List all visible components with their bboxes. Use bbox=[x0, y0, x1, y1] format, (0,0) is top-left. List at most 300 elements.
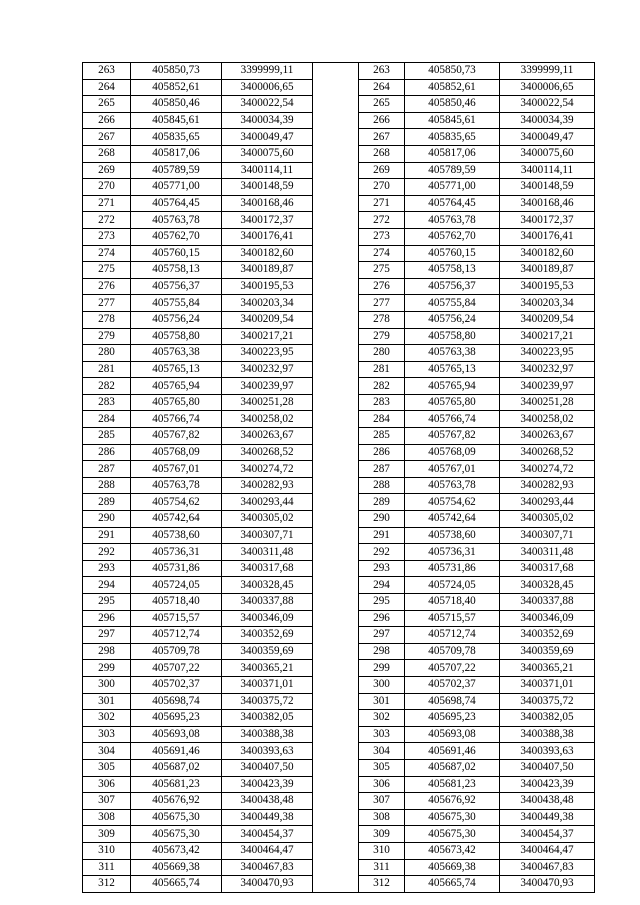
left-y-coordinate-cell: 3400359,69 bbox=[222, 643, 313, 660]
column-divider bbox=[313, 676, 359, 693]
left-y-coordinate-cell: 3400274,72 bbox=[222, 461, 313, 478]
right-x-coordinate-cell: 405852,61 bbox=[405, 79, 500, 96]
right-point-number-cell: 306 bbox=[359, 776, 405, 793]
column-divider bbox=[313, 544, 359, 561]
column-divider bbox=[313, 179, 359, 196]
right-x-coordinate-cell: 405756,37 bbox=[405, 278, 500, 295]
right-x-coordinate-cell: 405764,45 bbox=[405, 195, 500, 212]
left-x-coordinate-cell: 405707,22 bbox=[131, 660, 222, 677]
right-x-coordinate-cell: 405673,42 bbox=[405, 842, 500, 859]
left-y-coordinate-cell: 3400382,05 bbox=[222, 710, 313, 727]
right-point-number-cell: 269 bbox=[359, 162, 405, 179]
right-point-number-cell: 280 bbox=[359, 345, 405, 362]
column-divider bbox=[313, 262, 359, 279]
right-y-coordinate-cell: 3400454,37 bbox=[500, 826, 595, 843]
column-divider bbox=[313, 560, 359, 577]
right-y-coordinate-cell: 3400022,54 bbox=[500, 96, 595, 113]
table-row bbox=[83, 610, 595, 627]
table-row bbox=[83, 411, 595, 428]
left-y-coordinate-cell: 3400371,01 bbox=[222, 676, 313, 693]
right-x-coordinate-cell: 405754,62 bbox=[405, 494, 500, 511]
right-y-coordinate-cell: 3400388,38 bbox=[500, 726, 595, 743]
right-x-coordinate-cell: 405758,13 bbox=[405, 262, 500, 279]
table-row bbox=[83, 776, 595, 793]
left-point-number-cell: 274 bbox=[83, 245, 131, 262]
right-x-coordinate-cell: 405707,22 bbox=[405, 660, 500, 677]
table-row bbox=[83, 859, 595, 876]
right-y-coordinate-cell: 3400075,60 bbox=[500, 145, 595, 162]
right-point-number-cell: 312 bbox=[359, 876, 405, 893]
left-x-coordinate-cell: 405742,64 bbox=[131, 511, 222, 528]
left-point-number-cell: 264 bbox=[83, 79, 131, 96]
right-y-coordinate-cell: 3400307,71 bbox=[500, 527, 595, 544]
table-row bbox=[83, 560, 595, 577]
left-y-coordinate-cell: 3400263,67 bbox=[222, 428, 313, 445]
left-y-coordinate-cell: 3400075,60 bbox=[222, 145, 313, 162]
right-x-coordinate-cell: 405693,08 bbox=[405, 726, 500, 743]
right-point-number-cell: 265 bbox=[359, 96, 405, 113]
left-y-coordinate-cell: 3400464,47 bbox=[222, 842, 313, 859]
column-divider bbox=[313, 577, 359, 594]
right-y-coordinate-cell: 3400438,48 bbox=[500, 793, 595, 810]
column-divider bbox=[313, 859, 359, 876]
left-point-number-cell: 294 bbox=[83, 577, 131, 594]
left-y-coordinate-cell: 3400307,71 bbox=[222, 527, 313, 544]
column-divider bbox=[313, 311, 359, 328]
table-row bbox=[83, 594, 595, 611]
column-divider bbox=[313, 162, 359, 179]
right-point-number-cell: 302 bbox=[359, 710, 405, 727]
right-point-number-cell: 272 bbox=[359, 212, 405, 229]
left-y-coordinate-cell: 3400034,39 bbox=[222, 112, 313, 129]
right-y-coordinate-cell: 3400182,60 bbox=[500, 245, 595, 262]
left-point-number-cell: 292 bbox=[83, 544, 131, 561]
right-x-coordinate-cell: 405763,78 bbox=[405, 212, 500, 229]
right-x-coordinate-cell: 405687,02 bbox=[405, 759, 500, 776]
right-x-coordinate-cell: 405765,80 bbox=[405, 394, 500, 411]
table-row bbox=[83, 710, 595, 727]
right-x-coordinate-cell: 405765,94 bbox=[405, 378, 500, 395]
right-x-coordinate-cell: 405669,38 bbox=[405, 859, 500, 876]
right-x-coordinate-cell: 405850,46 bbox=[405, 96, 500, 113]
left-point-number-cell: 284 bbox=[83, 411, 131, 428]
table-row bbox=[83, 129, 595, 146]
left-x-coordinate-cell: 405768,09 bbox=[131, 444, 222, 461]
table-row bbox=[83, 112, 595, 129]
left-point-number-cell: 300 bbox=[83, 676, 131, 693]
left-y-coordinate-cell: 3400006,65 bbox=[222, 79, 313, 96]
right-y-coordinate-cell: 3400365,21 bbox=[500, 660, 595, 677]
column-divider bbox=[313, 477, 359, 494]
right-y-coordinate-cell: 3400423,39 bbox=[500, 776, 595, 793]
left-y-coordinate-cell: 3400365,21 bbox=[222, 660, 313, 677]
right-y-coordinate-cell: 3400239,97 bbox=[500, 378, 595, 395]
right-point-number-cell: 293 bbox=[359, 560, 405, 577]
left-y-coordinate-cell: 3400203,34 bbox=[222, 295, 313, 312]
left-point-number-cell: 263 bbox=[83, 63, 131, 80]
column-divider bbox=[313, 361, 359, 378]
left-y-coordinate-cell: 3400258,02 bbox=[222, 411, 313, 428]
table-row bbox=[83, 494, 595, 511]
right-point-number-cell: 309 bbox=[359, 826, 405, 843]
right-y-coordinate-cell: 3399999,11 bbox=[500, 63, 595, 80]
right-y-coordinate-cell: 3400382,05 bbox=[500, 710, 595, 727]
left-y-coordinate-cell: 3400172,37 bbox=[222, 212, 313, 229]
column-divider bbox=[313, 295, 359, 312]
right-x-coordinate-cell: 405731,86 bbox=[405, 560, 500, 577]
coordinates-table bbox=[82, 62, 595, 893]
left-point-number-cell: 283 bbox=[83, 394, 131, 411]
column-divider bbox=[313, 710, 359, 727]
left-point-number-cell: 291 bbox=[83, 527, 131, 544]
right-point-number-cell: 282 bbox=[359, 378, 405, 395]
left-point-number-cell: 267 bbox=[83, 129, 131, 146]
left-y-coordinate-cell: 3400317,68 bbox=[222, 560, 313, 577]
left-point-number-cell: 286 bbox=[83, 444, 131, 461]
right-x-coordinate-cell: 405756,24 bbox=[405, 311, 500, 328]
column-divider bbox=[313, 627, 359, 644]
left-x-coordinate-cell: 405817,06 bbox=[131, 145, 222, 162]
table-row bbox=[83, 444, 595, 461]
right-y-coordinate-cell: 3400251,28 bbox=[500, 394, 595, 411]
left-point-number-cell: 273 bbox=[83, 228, 131, 245]
left-x-coordinate-cell: 405693,08 bbox=[131, 726, 222, 743]
left-y-coordinate-cell: 3400352,69 bbox=[222, 627, 313, 644]
right-y-coordinate-cell: 3400034,39 bbox=[500, 112, 595, 129]
right-y-coordinate-cell: 3400328,45 bbox=[500, 577, 595, 594]
right-y-coordinate-cell: 3400049,47 bbox=[500, 129, 595, 146]
right-y-coordinate-cell: 3400217,21 bbox=[500, 328, 595, 345]
left-x-coordinate-cell: 405709,78 bbox=[131, 643, 222, 660]
right-x-coordinate-cell: 405817,06 bbox=[405, 145, 500, 162]
left-point-number-cell: 271 bbox=[83, 195, 131, 212]
table-row bbox=[83, 63, 595, 80]
table-row bbox=[83, 511, 595, 528]
left-y-coordinate-cell: 3400293,44 bbox=[222, 494, 313, 511]
table-row bbox=[83, 145, 595, 162]
table-row bbox=[83, 627, 595, 644]
column-divider bbox=[313, 378, 359, 395]
left-point-number-cell: 302 bbox=[83, 710, 131, 727]
right-point-number-cell: 273 bbox=[359, 228, 405, 245]
left-y-coordinate-cell: 3400388,38 bbox=[222, 726, 313, 743]
left-y-coordinate-cell: 3400282,93 bbox=[222, 477, 313, 494]
left-point-number-cell: 296 bbox=[83, 610, 131, 627]
right-y-coordinate-cell: 3400258,02 bbox=[500, 411, 595, 428]
left-x-coordinate-cell: 405687,02 bbox=[131, 759, 222, 776]
table-row bbox=[83, 743, 595, 760]
left-x-coordinate-cell: 405767,82 bbox=[131, 428, 222, 445]
right-point-number-cell: 284 bbox=[359, 411, 405, 428]
right-y-coordinate-cell: 3400371,01 bbox=[500, 676, 595, 693]
right-point-number-cell: 268 bbox=[359, 145, 405, 162]
table-row bbox=[83, 195, 595, 212]
right-x-coordinate-cell: 405724,05 bbox=[405, 577, 500, 594]
table-row bbox=[83, 793, 595, 810]
right-x-coordinate-cell: 405766,74 bbox=[405, 411, 500, 428]
left-y-coordinate-cell: 3400168,46 bbox=[222, 195, 313, 212]
left-x-coordinate-cell: 405763,78 bbox=[131, 212, 222, 229]
left-y-coordinate-cell: 3400176,41 bbox=[222, 228, 313, 245]
left-point-number-cell: 308 bbox=[83, 809, 131, 826]
column-divider bbox=[313, 394, 359, 411]
column-divider bbox=[313, 643, 359, 660]
left-x-coordinate-cell: 405738,60 bbox=[131, 527, 222, 544]
left-point-number-cell: 278 bbox=[83, 311, 131, 328]
right-point-number-cell: 298 bbox=[359, 643, 405, 660]
left-x-coordinate-cell: 405681,23 bbox=[131, 776, 222, 793]
left-point-number-cell: 275 bbox=[83, 262, 131, 279]
left-x-coordinate-cell: 405712,74 bbox=[131, 627, 222, 644]
right-y-coordinate-cell: 3400317,68 bbox=[500, 560, 595, 577]
left-x-coordinate-cell: 405702,37 bbox=[131, 676, 222, 693]
left-x-coordinate-cell: 405850,73 bbox=[131, 63, 222, 80]
right-x-coordinate-cell: 405767,82 bbox=[405, 428, 500, 445]
table-row bbox=[83, 876, 595, 893]
left-x-coordinate-cell: 405673,42 bbox=[131, 842, 222, 859]
column-divider bbox=[313, 693, 359, 710]
left-point-number-cell: 312 bbox=[83, 876, 131, 893]
table-row bbox=[83, 79, 595, 96]
right-x-coordinate-cell: 405675,30 bbox=[405, 809, 500, 826]
right-x-coordinate-cell: 405665,74 bbox=[405, 876, 500, 893]
left-point-number-cell: 298 bbox=[83, 643, 131, 660]
right-point-number-cell: 267 bbox=[359, 129, 405, 146]
left-point-number-cell: 279 bbox=[83, 328, 131, 345]
left-point-number-cell: 269 bbox=[83, 162, 131, 179]
table-row bbox=[83, 544, 595, 561]
left-point-number-cell: 303 bbox=[83, 726, 131, 743]
table-row bbox=[83, 577, 595, 594]
right-point-number-cell: 266 bbox=[359, 112, 405, 129]
table-row bbox=[83, 676, 595, 693]
right-point-number-cell: 276 bbox=[359, 278, 405, 295]
left-y-coordinate-cell: 3400449,38 bbox=[222, 809, 313, 826]
left-x-coordinate-cell: 405669,38 bbox=[131, 859, 222, 876]
right-y-coordinate-cell: 3400375,72 bbox=[500, 693, 595, 710]
left-point-number-cell: 276 bbox=[83, 278, 131, 295]
left-y-coordinate-cell: 3400375,72 bbox=[222, 693, 313, 710]
right-y-coordinate-cell: 3400223,95 bbox=[500, 345, 595, 362]
left-point-number-cell: 299 bbox=[83, 660, 131, 677]
right-x-coordinate-cell: 405765,13 bbox=[405, 361, 500, 378]
left-x-coordinate-cell: 405695,23 bbox=[131, 710, 222, 727]
left-x-coordinate-cell: 405691,46 bbox=[131, 743, 222, 760]
right-x-coordinate-cell: 405698,74 bbox=[405, 693, 500, 710]
column-divider bbox=[313, 278, 359, 295]
left-x-coordinate-cell: 405675,30 bbox=[131, 809, 222, 826]
left-point-number-cell: 310 bbox=[83, 842, 131, 859]
left-y-coordinate-cell: 3400232,97 bbox=[222, 361, 313, 378]
right-y-coordinate-cell: 3400168,46 bbox=[500, 195, 595, 212]
left-point-number-cell: 280 bbox=[83, 345, 131, 362]
right-y-coordinate-cell: 3400282,93 bbox=[500, 477, 595, 494]
table-row bbox=[83, 477, 595, 494]
column-divider bbox=[313, 411, 359, 428]
left-x-coordinate-cell: 405665,74 bbox=[131, 876, 222, 893]
left-x-coordinate-cell: 405698,74 bbox=[131, 693, 222, 710]
left-point-number-cell: 301 bbox=[83, 693, 131, 710]
left-x-coordinate-cell: 405756,37 bbox=[131, 278, 222, 295]
left-x-coordinate-cell: 405715,57 bbox=[131, 610, 222, 627]
left-y-coordinate-cell: 3400189,87 bbox=[222, 262, 313, 279]
left-x-coordinate-cell: 405676,92 bbox=[131, 793, 222, 810]
left-point-number-cell: 304 bbox=[83, 743, 131, 760]
right-point-number-cell: 295 bbox=[359, 594, 405, 611]
table-row bbox=[83, 311, 595, 328]
left-x-coordinate-cell: 405845,61 bbox=[131, 112, 222, 129]
left-x-coordinate-cell: 405754,62 bbox=[131, 494, 222, 511]
right-point-number-cell: 310 bbox=[359, 842, 405, 859]
left-x-coordinate-cell: 405765,13 bbox=[131, 361, 222, 378]
right-point-number-cell: 308 bbox=[359, 809, 405, 826]
right-y-coordinate-cell: 3400176,41 bbox=[500, 228, 595, 245]
left-point-number-cell: 266 bbox=[83, 112, 131, 129]
column-divider bbox=[313, 527, 359, 544]
right-point-number-cell: 275 bbox=[359, 262, 405, 279]
right-point-number-cell: 296 bbox=[359, 610, 405, 627]
right-x-coordinate-cell: 405676,92 bbox=[405, 793, 500, 810]
right-y-coordinate-cell: 3400449,38 bbox=[500, 809, 595, 826]
table-row bbox=[83, 361, 595, 378]
right-point-number-cell: 311 bbox=[359, 859, 405, 876]
right-x-coordinate-cell: 405712,74 bbox=[405, 627, 500, 644]
right-point-number-cell: 263 bbox=[359, 63, 405, 80]
right-x-coordinate-cell: 405762,70 bbox=[405, 228, 500, 245]
right-y-coordinate-cell: 3400209,54 bbox=[500, 311, 595, 328]
right-x-coordinate-cell: 405845,61 bbox=[405, 112, 500, 129]
table-row bbox=[83, 394, 595, 411]
left-y-coordinate-cell: 3400311,48 bbox=[222, 544, 313, 561]
left-y-coordinate-cell: 3400268,52 bbox=[222, 444, 313, 461]
left-point-number-cell: 268 bbox=[83, 145, 131, 162]
right-y-coordinate-cell: 3400263,67 bbox=[500, 428, 595, 445]
right-x-coordinate-cell: 405850,73 bbox=[405, 63, 500, 80]
column-divider bbox=[313, 79, 359, 96]
table-row bbox=[83, 162, 595, 179]
left-y-coordinate-cell: 3400049,47 bbox=[222, 129, 313, 146]
right-x-coordinate-cell: 405691,46 bbox=[405, 743, 500, 760]
column-divider bbox=[313, 63, 359, 80]
right-point-number-cell: 287 bbox=[359, 461, 405, 478]
table-row bbox=[83, 660, 595, 677]
right-x-coordinate-cell: 405758,80 bbox=[405, 328, 500, 345]
left-point-number-cell: 285 bbox=[83, 428, 131, 445]
left-y-coordinate-cell: 3399999,11 bbox=[222, 63, 313, 80]
table-row bbox=[83, 693, 595, 710]
left-x-coordinate-cell: 405756,24 bbox=[131, 311, 222, 328]
left-point-number-cell: 289 bbox=[83, 494, 131, 511]
left-y-coordinate-cell: 3400467,83 bbox=[222, 859, 313, 876]
left-point-number-cell: 265 bbox=[83, 96, 131, 113]
right-y-coordinate-cell: 3400232,97 bbox=[500, 361, 595, 378]
right-y-coordinate-cell: 3400268,52 bbox=[500, 444, 595, 461]
left-x-coordinate-cell: 405675,30 bbox=[131, 826, 222, 843]
column-divider bbox=[313, 145, 359, 162]
right-point-number-cell: 303 bbox=[359, 726, 405, 743]
column-divider bbox=[313, 876, 359, 893]
right-point-number-cell: 274 bbox=[359, 245, 405, 262]
left-point-number-cell: 311 bbox=[83, 859, 131, 876]
right-y-coordinate-cell: 3400464,47 bbox=[500, 842, 595, 859]
right-y-coordinate-cell: 3400407,50 bbox=[500, 759, 595, 776]
left-point-number-cell: 287 bbox=[83, 461, 131, 478]
left-x-coordinate-cell: 405852,61 bbox=[131, 79, 222, 96]
right-point-number-cell: 292 bbox=[359, 544, 405, 561]
right-y-coordinate-cell: 3400195,53 bbox=[500, 278, 595, 295]
right-x-coordinate-cell: 405789,59 bbox=[405, 162, 500, 179]
left-x-coordinate-cell: 405762,70 bbox=[131, 228, 222, 245]
left-point-number-cell: 307 bbox=[83, 793, 131, 810]
left-point-number-cell: 281 bbox=[83, 361, 131, 378]
right-x-coordinate-cell: 405681,23 bbox=[405, 776, 500, 793]
right-x-coordinate-cell: 405715,57 bbox=[405, 610, 500, 627]
column-divider bbox=[313, 328, 359, 345]
table-row bbox=[83, 212, 595, 229]
column-divider bbox=[313, 428, 359, 445]
table-row bbox=[83, 278, 595, 295]
right-point-number-cell: 299 bbox=[359, 660, 405, 677]
right-y-coordinate-cell: 3400274,72 bbox=[500, 461, 595, 478]
right-y-coordinate-cell: 3400114,11 bbox=[500, 162, 595, 179]
left-x-coordinate-cell: 405771,00 bbox=[131, 179, 222, 196]
right-point-number-cell: 278 bbox=[359, 311, 405, 328]
column-divider bbox=[313, 212, 359, 229]
column-divider bbox=[313, 444, 359, 461]
table-row bbox=[83, 726, 595, 743]
right-y-coordinate-cell: 3400172,37 bbox=[500, 212, 595, 229]
right-point-number-cell: 301 bbox=[359, 693, 405, 710]
table-row bbox=[83, 245, 595, 262]
column-divider bbox=[313, 112, 359, 129]
right-point-number-cell: 300 bbox=[359, 676, 405, 693]
left-y-coordinate-cell: 3400223,95 bbox=[222, 345, 313, 362]
column-divider bbox=[313, 345, 359, 362]
right-point-number-cell: 271 bbox=[359, 195, 405, 212]
left-x-coordinate-cell: 405767,01 bbox=[131, 461, 222, 478]
left-point-number-cell: 293 bbox=[83, 560, 131, 577]
left-x-coordinate-cell: 405835,65 bbox=[131, 129, 222, 146]
left-x-coordinate-cell: 405718,40 bbox=[131, 594, 222, 611]
left-point-number-cell: 305 bbox=[83, 759, 131, 776]
left-point-number-cell: 295 bbox=[83, 594, 131, 611]
right-y-coordinate-cell: 3400359,69 bbox=[500, 643, 595, 660]
left-x-coordinate-cell: 405758,80 bbox=[131, 328, 222, 345]
table-row bbox=[83, 826, 595, 843]
left-point-number-cell: 306 bbox=[83, 776, 131, 793]
right-x-coordinate-cell: 405736,31 bbox=[405, 544, 500, 561]
left-x-coordinate-cell: 405765,94 bbox=[131, 378, 222, 395]
right-y-coordinate-cell: 3400467,83 bbox=[500, 859, 595, 876]
table-row bbox=[83, 345, 595, 362]
left-y-coordinate-cell: 3400337,88 bbox=[222, 594, 313, 611]
left-point-number-cell: 282 bbox=[83, 378, 131, 395]
left-x-coordinate-cell: 405764,45 bbox=[131, 195, 222, 212]
column-divider bbox=[313, 228, 359, 245]
right-y-coordinate-cell: 3400305,02 bbox=[500, 511, 595, 528]
column-divider bbox=[313, 594, 359, 611]
column-divider bbox=[313, 610, 359, 627]
left-y-coordinate-cell: 3400251,28 bbox=[222, 394, 313, 411]
right-point-number-cell: 270 bbox=[359, 179, 405, 196]
table-row bbox=[83, 295, 595, 312]
left-x-coordinate-cell: 405755,84 bbox=[131, 295, 222, 312]
column-divider bbox=[313, 494, 359, 511]
right-x-coordinate-cell: 405768,09 bbox=[405, 444, 500, 461]
column-divider bbox=[313, 195, 359, 212]
right-point-number-cell: 288 bbox=[359, 477, 405, 494]
right-x-coordinate-cell: 405763,78 bbox=[405, 477, 500, 494]
